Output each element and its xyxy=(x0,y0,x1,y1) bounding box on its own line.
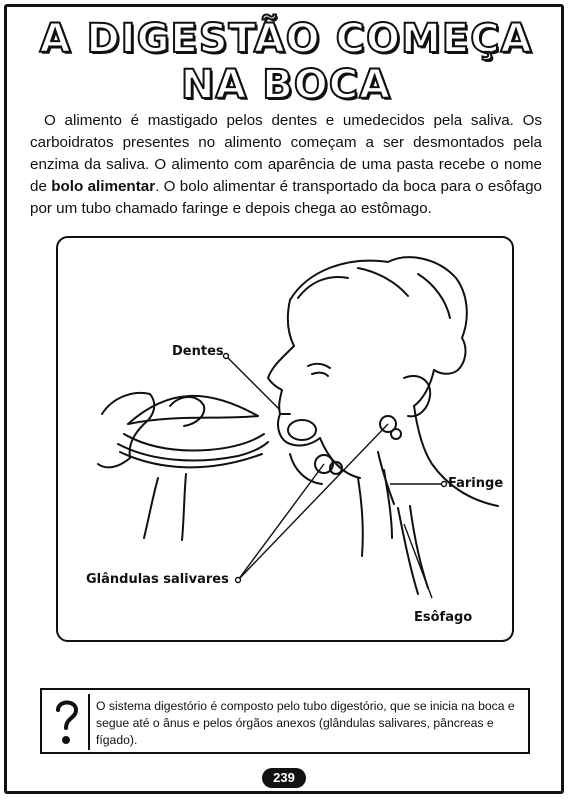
question-mark-icon xyxy=(48,694,90,750)
note-box xyxy=(40,688,530,754)
glandulas-leader-1 xyxy=(238,464,324,580)
intro-bold-term: bolo alimentar xyxy=(51,178,156,195)
digestion-figure xyxy=(56,236,514,642)
label-glandulas-salivares: Glândulas salivares xyxy=(86,572,229,587)
hair xyxy=(290,257,467,406)
intro-paragraph xyxy=(30,110,542,220)
label-faringe: Faringe xyxy=(448,476,504,491)
neck xyxy=(414,406,498,506)
intro-text-2: . O bolo alimentar é transportado da boca para o esôfago por um tubo chamado faringe e depois chega ao estômago. xyxy=(30,178,542,217)
ear xyxy=(404,376,430,416)
page-number: 239 xyxy=(262,768,306,788)
intro-text-1: O alimento é mastigado pelos dentes e umedecidos pela saliva. Os carboidratos presentes no alimento começam a ser desmontados pela enzima da saliva. O alimento com aparência de uma pasta recebe o nome de xyxy=(30,112,542,195)
note-text: O sistema digestório é composto pelo tubo digestório, que se inicia na boca e segue até o ânus e pelos órgãos anexos (glândulas salivares, pâncreas e fígado). xyxy=(96,699,515,747)
left-hand xyxy=(98,393,154,467)
page-title-line-2: NA BOCA xyxy=(180,62,392,108)
right-hand xyxy=(170,397,204,426)
page-title-line-1: A DIGESTÃO COMEÇA xyxy=(39,16,533,62)
label-dentes: Dentes xyxy=(172,344,224,359)
pharynx xyxy=(378,452,394,504)
esophagus xyxy=(398,508,418,594)
esofago-leader xyxy=(404,524,432,598)
sandwich-filling xyxy=(124,434,264,450)
label-esofago: Esôfago xyxy=(414,610,473,625)
face-profile xyxy=(268,300,294,414)
